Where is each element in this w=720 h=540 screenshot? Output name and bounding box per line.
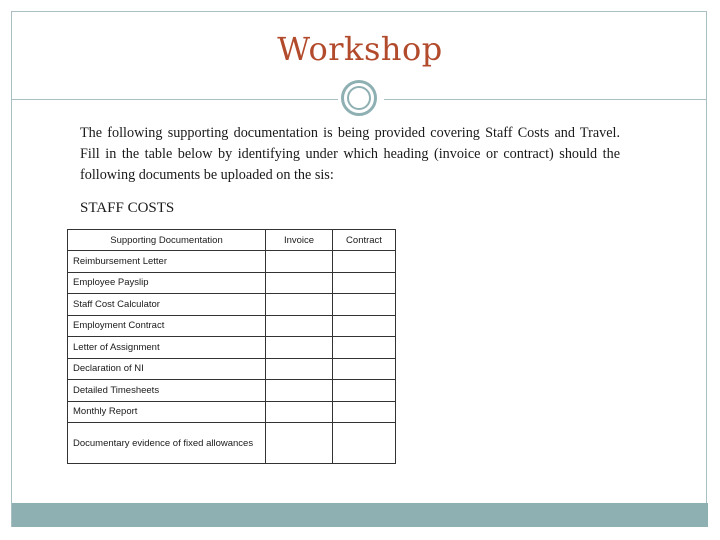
invoice-cell[interactable] <box>266 337 333 359</box>
table-row <box>68 358 396 380</box>
header-supporting-documentation: Supporting Documentation <box>68 230 266 251</box>
header-contract: Contract <box>333 230 396 251</box>
invoice-cell[interactable] <box>266 315 333 337</box>
invoice-cell[interactable] <box>266 358 333 380</box>
table-row <box>68 272 396 294</box>
table-row <box>68 401 396 423</box>
document-name: Monthly Report <box>68 401 266 423</box>
title-rule-left <box>12 99 338 100</box>
table-row <box>68 315 396 337</box>
header-invoice: Invoice <box>266 230 333 251</box>
invoice-cell[interactable] <box>266 251 333 273</box>
table-row <box>68 337 396 359</box>
invoice-cell[interactable] <box>266 423 333 464</box>
document-name <box>68 423 266 464</box>
documentation-table <box>67 229 396 464</box>
document-name: Reimbursement Letter <box>68 251 266 273</box>
document-name: Letter of Assignment <box>68 337 266 359</box>
contract-cell[interactable] <box>333 337 396 359</box>
contract-cell[interactable] <box>333 315 396 337</box>
document-name: Employee Payslip <box>68 272 266 294</box>
invoice-cell[interactable] <box>266 380 333 402</box>
intro-paragraph: The following supporting documentation is being provided covering Staff Costs and Travel. Fill in the table below by identifying under which heading (invoice or contract) should the following documents be uploaded on the sis: <box>80 125 620 183</box>
invoice-cell[interactable] <box>266 272 333 294</box>
table-row <box>68 251 396 273</box>
contract-cell[interactable] <box>333 358 396 380</box>
document-name: Declaration of NI <box>68 358 266 380</box>
document-name: Detailed Timesheets <box>68 380 266 402</box>
contract-cell[interactable] <box>333 401 396 423</box>
invoice-cell[interactable] <box>266 401 333 423</box>
contract-cell[interactable] <box>333 423 396 464</box>
circle-ornament-icon <box>341 80 377 116</box>
contract-cell[interactable] <box>333 251 396 273</box>
document-name: Employment Contract <box>68 315 266 337</box>
table-header-row <box>68 230 396 251</box>
contract-cell[interactable] <box>333 294 396 316</box>
slide-title: Workshop <box>277 30 443 68</box>
title-rule-right <box>384 99 707 100</box>
section-heading: STAFF COSTS <box>80 200 175 216</box>
document-name-text: Documentary evidence of fixed allowances <box>73 437 254 449</box>
table-row <box>68 380 396 402</box>
table-row <box>68 294 396 316</box>
invoice-cell[interactable] <box>266 294 333 316</box>
footer-bar <box>12 503 708 527</box>
document-name: Staff Cost Calculator <box>68 294 266 316</box>
table-row <box>68 423 396 464</box>
contract-cell[interactable] <box>333 272 396 294</box>
contract-cell[interactable] <box>333 380 396 402</box>
